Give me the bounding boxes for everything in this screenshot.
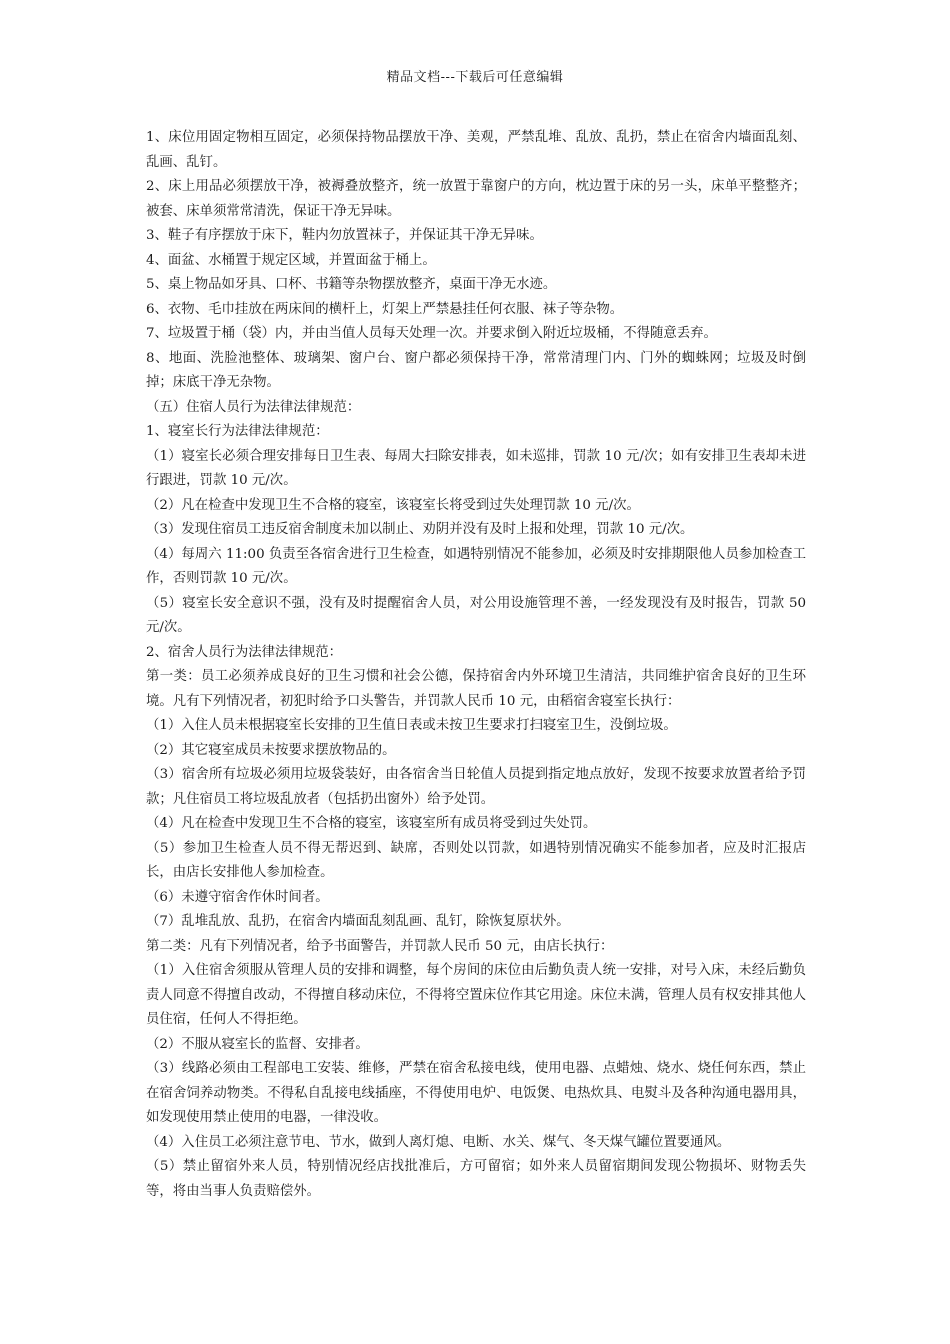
paragraph: （1）入住宿舍须服从管理人员的安排和调整，每个房间的床位由后勤负责人统一安排，对号入床，未经后勤负责人同意不得擅自改动，不得擅自移动床位，不得将空置床位作其它用途。床位未满，管理人员有权安排其他人员住宿，任何人不得拒绝。 — [146, 963, 806, 1027]
paragraph: （2）不服从寝室长的监督、安排者。 — [146, 1036, 369, 1052]
paragraph: （4）入住员工必须注意节电、节水，做到人离灯熄、电断、水关、煤气、冬天煤气罐位置要通风。 — [146, 1134, 731, 1150]
paragraph: 2、床上用品必须摆放干净，被褥叠放整齐，统一放置于靠窗户的方向，枕边置于床的另一头，床单平整整齐；被套、床单须常常清洗，保证干净无异味。 — [146, 179, 806, 219]
document-header: 精品文档---下载后可任意编辑 — [386, 70, 564, 85]
paragraph: 第二类：凡有下列情况者，给予书面警告，并罚款人民币 50 元，由店长执行： — [146, 938, 614, 954]
paragraph: 7、垃圾置于桶（袋）内，并由当值人员每天处理一次。并要求倒入附近垃圾桶，不得随意丢弃。 — [146, 326, 717, 341]
paragraph: 第一类：员工必须养成良好的卫生习惯和社会公德，保持宿舍内外环境卫生清洁，共同维护宿舍良好的卫生环境。凡有下列情况者，初犯时给予口头警告，并罚款人民币 10 元，由稻宿舍寝室长执行： — [146, 669, 806, 709]
paragraph: 5、桌上物品如牙具、口杯、书籍等杂物摆放整齐，桌面干净无水迹。 — [146, 277, 557, 292]
document-body — [146, 126, 806, 1204]
paragraph: 8、地面、洗脸池整体、玻璃架、窗户台、窗户都必须保持干净，常常清理门内、门外的蜘蛛网；垃圾及时倒掉；床底干净无杂物。 — [146, 350, 806, 390]
subsection-heading: 1、寝室长行为法律法律规范： — [146, 424, 329, 439]
paragraph: （2）凡在检查中发现卫生不合格的寝室，该寝室长将受到过失处理罚款 10 元/次。 — [146, 497, 640, 513]
paragraph: （2）其它寝室成员未按要求摆放物品的。 — [146, 742, 396, 758]
paragraph: （5）寝室长安全意识不强，没有及时提醒宿舍人员，对公用设施管理不善，一经发现没有及时报告，罚款 50 元/次。 — [146, 595, 806, 635]
paragraph: （1）寝室长必须合理安排每日卫生表、每周大扫除安排表，如未巡排，罚款 10 元/次；如有安排卫生表却未进行跟进，罚款 10 元/次。 — [146, 448, 806, 488]
paragraph: （1）入住人员未根据寝室长安排的卫生值日表或未按卫生要求打扫寝室卫生，没倒垃圾。 — [146, 718, 677, 733]
paragraph: （4）凡在检查中发现卫生不合格的寝室，该寝室所有成员将受到过失处罚。 — [146, 816, 597, 831]
paragraph: （5）禁止留宿外来人员，特别情况经店找批准后，方可留宿；如外来人员留宿期间发现公物损坏、财物丢失等，将由当事人负责赔偿外。 — [146, 1159, 806, 1199]
paragraph: （3）线路必须由工程部电工安装、维修，严禁在宿舍私接电线，使用电器、点蜡烛、烧水、烧任何东西，禁止在宿舍饲养动物类。不得私自乱接电线插座，不得使用电炉、电饭煲、电热炊具、电熨斗及各种沟通电器用具，如发现使用禁止使用的电器，一律没收。 — [146, 1061, 806, 1125]
paragraph: （7）乱堆乱放、乱扔，在宿舍内墙面乱刻乱画、乱钉，除恢复原状外。 — [146, 914, 570, 929]
paragraph: （6）未遵守宿舍作休时间者。 — [146, 889, 329, 905]
paragraph: （3）宿舍所有垃圾必须用垃圾袋装好，由各宿舍当日轮值人员提到指定地点放好，发现不按要求放置者给予罚款；凡住宿员工将垃圾乱放者（包括扔出窗外）给予处罚。 — [146, 767, 806, 807]
paragraph: 6、衣物、毛巾挂放在两床间的横杆上，灯架上严禁悬挂任何衣服、袜子等杂物。 — [146, 301, 624, 317]
paragraph: 3、鞋子有序摆放于床下，鞋内勿放置袜子，并保证其干净无异味。 — [146, 228, 543, 243]
section-heading: （五）住宿人员行为法律法律规范： — [146, 399, 361, 415]
paragraph: 1、床位用固定物相互固定，必须保持物品摆放干净、美观，严禁乱堆、乱放、乱扔，禁止在宿舍内墙面乱刻、乱画、乱钉。 — [146, 130, 806, 170]
paragraph: （3）发现住宿员工违反宿舍制度未加以制止、劝阴并没有及时上报和处理，罚款 10 元/次。 — [146, 522, 694, 537]
subsection-heading: 2、宿舍人员行为法律法律规范： — [146, 644, 342, 660]
paragraph: （5）参加卫生检查人员不得无帮迟到、缺席，否则处以罚款，如遇特别情况确实不能参加者，应及时汇报店长，由店长安排他人参加检查。 — [146, 840, 806, 880]
paragraph: 4、面盆、水桶置于规定区域，并置面盆于桶上。 — [146, 252, 436, 268]
paragraph: （4）每周六 11:00 负责至各宿舍进行卫生检查，如遇特别情况不能参加，必须及时安排期限他人员参加检查工作，否则罚款 10 元/次。 — [146, 546, 806, 586]
